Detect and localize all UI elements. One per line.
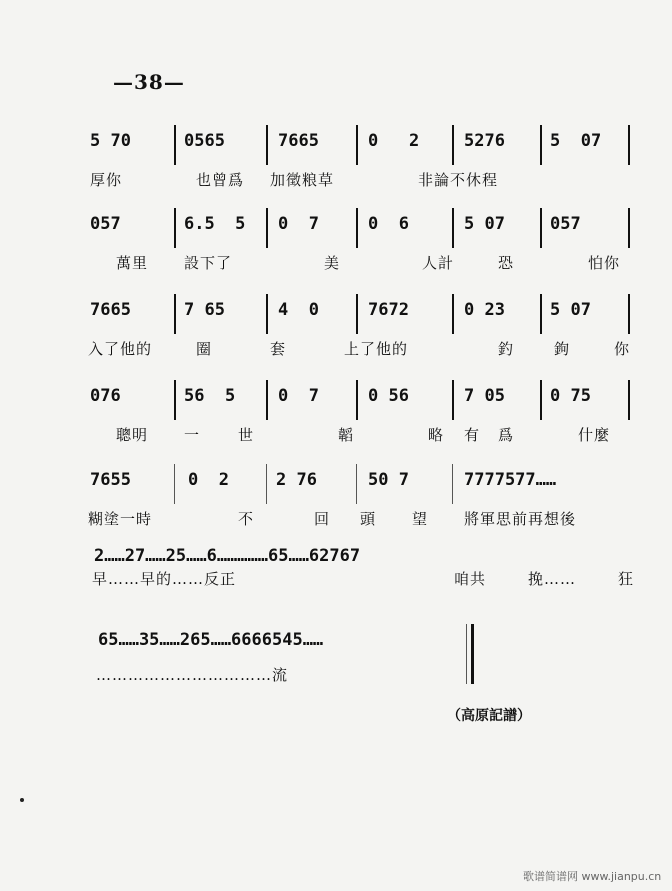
lyric: 一 xyxy=(184,426,201,444)
page-number: —38— xyxy=(113,70,185,94)
lyric: 咱共 xyxy=(454,570,487,588)
measure: 0 2 xyxy=(368,131,420,151)
barline xyxy=(266,380,268,420)
measure: 057 xyxy=(90,214,121,234)
measure: 057 xyxy=(550,214,581,234)
lyric: 韜 xyxy=(338,426,355,444)
lyric: 你 xyxy=(614,340,631,358)
barline xyxy=(174,464,175,504)
lyric: 鉤 xyxy=(554,340,571,358)
measure: 7777577…… xyxy=(464,470,557,490)
barline xyxy=(628,208,630,248)
barline xyxy=(540,125,542,165)
measure: 5276 xyxy=(464,131,505,151)
measure: 7 05 xyxy=(464,386,505,406)
lyric: 回 xyxy=(314,510,331,528)
barline xyxy=(266,464,267,504)
measure: 076 xyxy=(90,386,121,406)
measure: 7 65 xyxy=(184,300,225,320)
lyric: 加徵粮草 xyxy=(270,171,335,189)
notes-line xyxy=(88,624,636,656)
lyric: 將軍思前再想後 xyxy=(464,510,577,528)
measure: 7672 xyxy=(368,300,409,320)
barline xyxy=(174,294,176,334)
final-barline xyxy=(471,624,474,684)
lyric: 也曾爲 xyxy=(196,171,245,189)
lyric: 入了他的 xyxy=(88,340,153,358)
lyric: 挽…… xyxy=(528,570,577,588)
lyric: 恐 xyxy=(498,254,515,272)
measure: 5 07 xyxy=(550,131,602,151)
lyric: 萬里 xyxy=(116,254,149,272)
barline xyxy=(266,294,268,334)
barline xyxy=(356,294,358,334)
lyric: 聰明 xyxy=(116,426,149,444)
lyric: 頭 xyxy=(360,510,377,528)
lyric: 怕你 xyxy=(588,254,621,272)
notes-line xyxy=(88,208,636,240)
barline xyxy=(628,125,630,165)
barline xyxy=(174,125,176,165)
lyric: 設下了 xyxy=(184,254,233,272)
measure: 7665 xyxy=(90,300,131,320)
barline xyxy=(540,294,542,334)
barline xyxy=(628,380,630,420)
measure: 7665 xyxy=(278,131,319,151)
measure: 2……27……25……6……………65……62767 xyxy=(94,546,361,566)
lyric: 早……早的……反正 xyxy=(92,570,237,588)
barline xyxy=(356,125,358,165)
lyric: 爲 xyxy=(498,426,515,444)
lyric: 美 xyxy=(324,254,341,272)
lyric: 世 xyxy=(238,426,255,444)
lyric: 釣 xyxy=(498,340,515,358)
measure: 50 7 xyxy=(368,470,409,490)
measure: 7655 xyxy=(90,470,131,490)
notes-line xyxy=(88,125,636,157)
lyric: 望 xyxy=(412,510,429,528)
measure: 5 70 xyxy=(90,131,131,151)
lyric: ……………………………流 xyxy=(96,666,289,684)
lyric: 狂 xyxy=(618,570,635,588)
lyric: 套 xyxy=(270,340,287,358)
notes-line xyxy=(88,294,636,326)
barline xyxy=(266,208,268,248)
lyric: 圈 xyxy=(196,340,213,358)
measure: 0 56 xyxy=(368,386,409,406)
measure: 0 2 xyxy=(188,470,229,490)
barline xyxy=(356,464,357,504)
barline xyxy=(452,294,454,334)
measure: 0 75 xyxy=(550,386,591,406)
measure: 0 23 xyxy=(464,300,505,320)
measure: 56 5 xyxy=(184,386,236,406)
measure: 5 07 xyxy=(550,300,591,320)
lyric: 什麼 xyxy=(578,426,611,444)
lyric: 糊塗一時 xyxy=(88,510,153,528)
barline xyxy=(356,380,358,420)
measure: 65……35……265……6666545…… xyxy=(98,630,324,650)
lyric: 略 xyxy=(428,426,445,444)
barline xyxy=(174,208,176,248)
notes-line xyxy=(88,380,636,412)
barline xyxy=(174,380,176,420)
transcriber-credit: （高原記譜） xyxy=(447,708,531,724)
lyric: 上了他的 xyxy=(344,340,409,358)
measure: 0 6 xyxy=(368,214,409,234)
measure: 6.5 5 xyxy=(184,214,246,234)
measure: 0 7 xyxy=(278,214,319,234)
barline xyxy=(452,125,454,165)
barline xyxy=(452,464,453,504)
measure: 2 76 xyxy=(276,470,317,490)
barline xyxy=(540,380,542,420)
barline xyxy=(452,380,454,420)
measure: 4 0 xyxy=(278,300,319,320)
lyric: 非論不休程 xyxy=(418,171,499,189)
lyric: 人計 xyxy=(422,254,455,272)
notes-line xyxy=(88,464,636,496)
barline xyxy=(266,125,268,165)
scan-mark xyxy=(20,798,24,802)
measure: 0 7 xyxy=(278,386,319,406)
measure: 0565 xyxy=(184,131,225,151)
lyric: 有 xyxy=(464,426,481,444)
barline xyxy=(466,624,467,684)
lyric: 不 xyxy=(238,510,255,528)
barline xyxy=(628,294,630,334)
barline xyxy=(540,208,542,248)
watermark: 歌谱简谱网 www.jianpu.cn xyxy=(523,870,662,883)
barline xyxy=(452,208,454,248)
barline xyxy=(356,208,358,248)
measure: 5 07 xyxy=(464,214,505,234)
lyric: 厚你 xyxy=(90,171,123,189)
